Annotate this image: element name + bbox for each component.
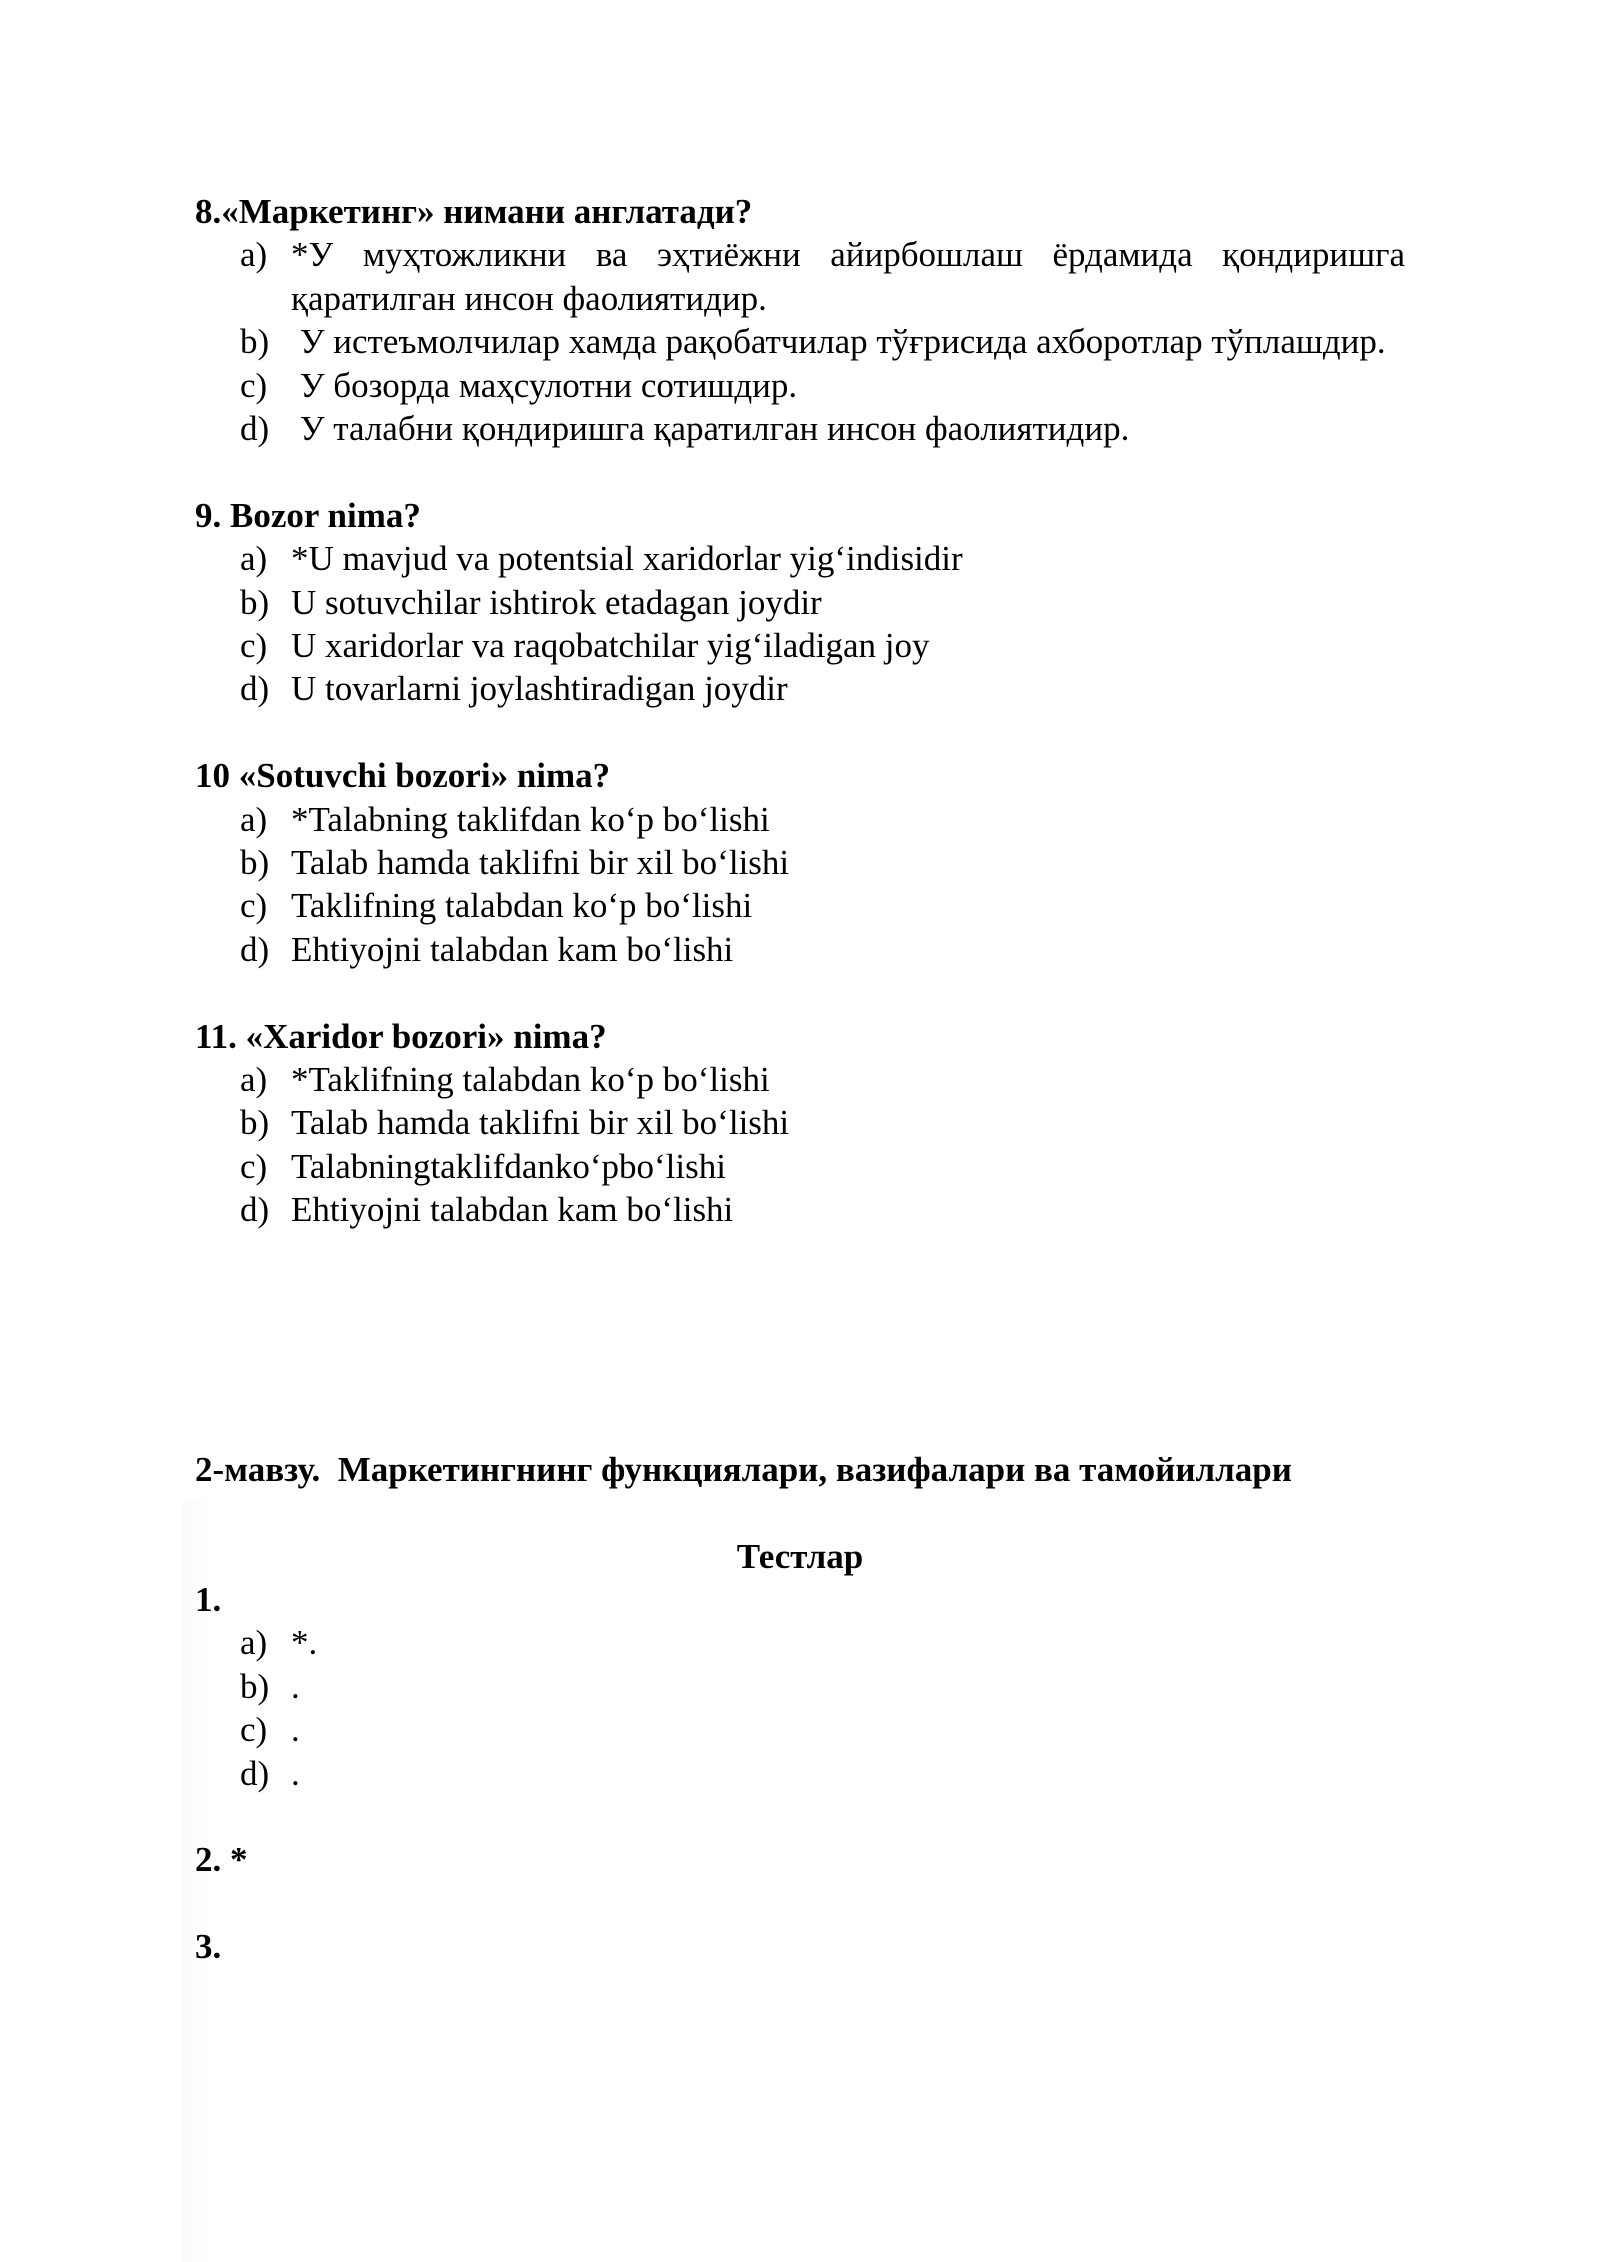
option-letter: c) (240, 886, 268, 926)
question-title: 11. «Xaridor bozori» nima? (195, 1016, 607, 1056)
answer-option (195, 320, 1405, 363)
spacer (195, 971, 1405, 1014)
option-letter: d) (240, 1753, 270, 1793)
option-text: *Taklifning talabdan ko‘p bo‘lishi (291, 1060, 770, 1100)
option-text: *. (291, 1623, 318, 1663)
option-text: U xaridorlar va raqobatchilar yig‘iladigan joy (291, 626, 930, 666)
option-letter: d) (240, 409, 270, 449)
test-question-2: 2. * (195, 1840, 248, 1880)
option-letter: d) (240, 929, 270, 969)
answer-option (195, 1665, 1405, 1708)
spacer (195, 450, 1405, 493)
answer-option (195, 407, 1405, 450)
answer-option (195, 624, 1405, 667)
option-text: Talab hamda taklifni bir xil bo‘lishi (291, 843, 790, 883)
option-letter: c) (240, 1710, 268, 1750)
option-text: *У муҳтожликни ва эҳтиёжни айирбошлаш ёрдамида қондиришга қаратилган инсон фаолиятидир. (291, 235, 1405, 318)
option-text: U tovarlarni joylashtiradigan joydir (291, 669, 788, 709)
answer-option (195, 1058, 1405, 1101)
answer-option (195, 233, 1405, 320)
option-text: . (291, 1753, 300, 1793)
option-letter: d) (240, 669, 270, 709)
spacer (195, 1882, 1405, 1925)
test-question-3: 3. (195, 1927, 222, 1967)
option-text: . (291, 1666, 300, 1706)
question-8 (195, 190, 1405, 450)
option-letter: c) (240, 626, 268, 666)
question-title: 9. Bozor nima? (195, 495, 421, 535)
answer-option (195, 1752, 1405, 1795)
option-text: *Talabning taklifdan ko‘p bo‘lishi (291, 799, 770, 839)
option-letter: a) (240, 1623, 268, 1663)
option-letter: a) (240, 235, 268, 275)
option-letter: a) (240, 1060, 268, 1100)
answer-option (195, 667, 1405, 710)
answer-option (195, 537, 1405, 580)
option-letter: c) (240, 365, 268, 405)
option-text: Talab hamda taklifni bir xil bo‘lishi (291, 1103, 790, 1143)
answer-option (195, 884, 1405, 927)
option-letter: a) (240, 539, 268, 579)
question-11 (195, 1015, 1405, 1232)
answer-options (195, 1621, 1405, 1795)
tests-heading: Тестлар (736, 1536, 864, 1576)
option-letter: b) (240, 582, 270, 622)
option-text: У бозорда маҳсулотни сотишдир. (291, 365, 798, 405)
test-question-1 (195, 1578, 1405, 1795)
option-text: U sotuvchilar ishtirok etadagan joydir (291, 582, 822, 622)
option-letter: b) (240, 843, 270, 883)
question-9 (195, 494, 1405, 711)
answer-options (195, 798, 1405, 972)
spacer (195, 711, 1405, 754)
answer-option (195, 841, 1405, 884)
question-title: 10 «Sotuvchi bozori» nima? (195, 756, 611, 796)
option-text: . (291, 1710, 300, 1750)
option-text: Talabningtaklifdanko‘pbo‘lishi (291, 1146, 726, 1186)
option-letter: d) (240, 1190, 270, 1230)
answer-options (195, 233, 1405, 450)
topic-title: 2-мавзу. Маркетингнинг функциялари, вазифалари ва тамойиллари (195, 1449, 1292, 1489)
spacer (195, 1491, 1405, 1534)
document-page (195, 190, 1405, 1969)
answer-option (195, 581, 1405, 624)
spacer (195, 1232, 1405, 1448)
option-letter: b) (240, 322, 270, 362)
option-text: Ehtiyojni talabdan kam bo‘lishi (291, 929, 734, 969)
option-text: Taklifning talabdan ko‘p bo‘lishi (291, 886, 753, 926)
answer-option (195, 364, 1405, 407)
answer-options (195, 537, 1405, 711)
option-letter: b) (240, 1666, 270, 1706)
answer-option (195, 1101, 1405, 1144)
option-letter: c) (240, 1146, 268, 1186)
answer-option (195, 1188, 1405, 1231)
question-title: 8.«Маркетинг» нимани англатади? (195, 192, 753, 231)
option-letter: a) (240, 799, 268, 839)
answer-option (195, 1708, 1405, 1751)
option-text: Ehtiyojni talabdan kam bo‘lishi (291, 1190, 734, 1230)
answer-option (195, 1145, 1405, 1188)
option-letter: b) (240, 1103, 270, 1143)
answer-option (195, 798, 1405, 841)
option-text: У талабни қондиришга қаратилган инсон фаолиятидир. (291, 409, 1130, 449)
answer-option (195, 1621, 1405, 1664)
answer-options (195, 1058, 1405, 1232)
question-title: 1. (195, 1579, 222, 1619)
option-text: *U mavjud va potentsial xaridorlar yig‘indisidir (291, 539, 963, 579)
answer-option (195, 928, 1405, 971)
spacer (195, 1795, 1405, 1838)
option-text: У истеъмолчилар хамда рақобатчилар тўғрисида ахборотлар тўплашдир. (291, 322, 1386, 362)
question-10 (195, 754, 1405, 971)
